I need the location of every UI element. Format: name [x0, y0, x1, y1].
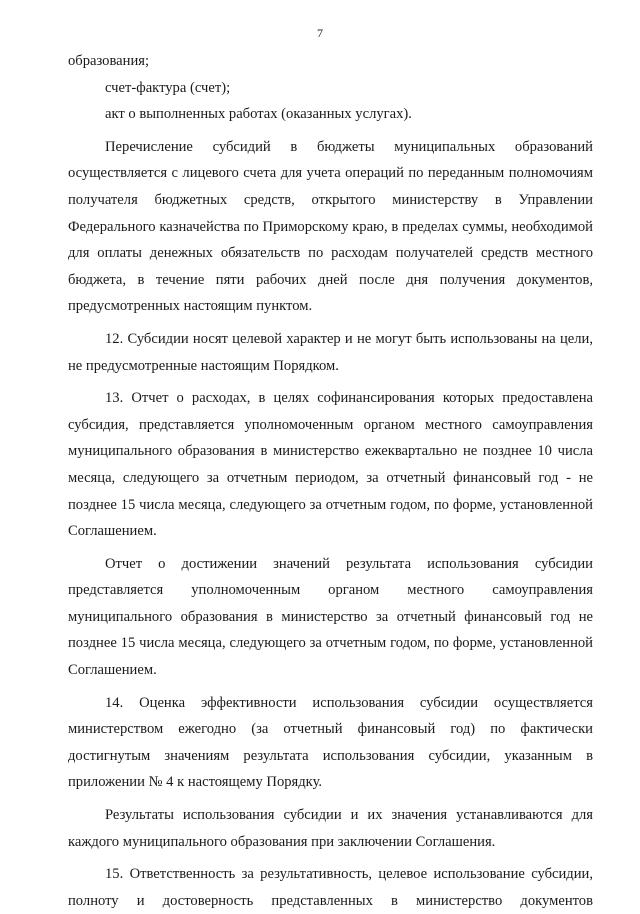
- page-number: 7: [317, 26, 323, 40]
- list-item-act: акт о выполненных работах (оказанных услугах).: [105, 106, 412, 123]
- paragraph-14: 14. Оценка эффективности использования субсидии осуществляется министерством ежегодно (за отчетный финансовый год) по фактически достигнутым значениям результата использования субсидии, указанным в приложении № 4 к настоящему Порядку.: [68, 694, 593, 791]
- paragraph-continuation: образования;: [68, 53, 150, 69]
- document-body: [68, 48, 593, 914]
- paragraph-results: Результаты использования субсидии и их значения устанавливаются для каждого муниципального образования при заключении Соглашения.: [68, 807, 593, 850]
- paragraph-report: Отчет о достижении значений результата использования субсидии представляется уполномоченным органом местного самоуправления муниципального образования в министерство за отчетный финансовый год не позднее 15 числа месяца, следующего за отчетным годом, по форме, установленной Соглашением.: [68, 555, 593, 679]
- paragraph-15: 15. Ответственность за результативность, целевое использование субсидии, полноту и достоверность представленных в министерство документов: [68, 866, 593, 909]
- paragraph-transfer: Перечисление субсидий в бюджеты муниципальных образований осуществляется с лицевого счета для учета операций по переданным полномочиям получателя бюджетных средств, открытого министерству в Управлении Федерального казначейства по Приморскому краю, в пределах суммы, необходимой для оплаты денежных обязательств по расходам получателей средств местного бюджета, в течение пяти рабочих дней после дня получения документов, предусмотренных настоящим пунктом.: [68, 138, 593, 315]
- paragraph-13: 13. Отчет о расходах, в целях софинансирования которых предоставлена субсидия, представляется уполномоченным органом местного самоуправления муниципального образования в министерство ежеквартально не позднее 10 числа месяца, следующего за отчетным периодом, за отчетный финансовый год - не позднее 15 числа месяца, следующего за отчетным годом, по форме, установленной Соглашением.: [68, 390, 593, 540]
- list-item-invoice: счет-фактура (счет);: [105, 79, 231, 96]
- paragraph-12: 12. Субсидии носят целевой характер и не могут быть использованы на цели, не предусмотренные настоящим Порядком.: [68, 330, 593, 374]
